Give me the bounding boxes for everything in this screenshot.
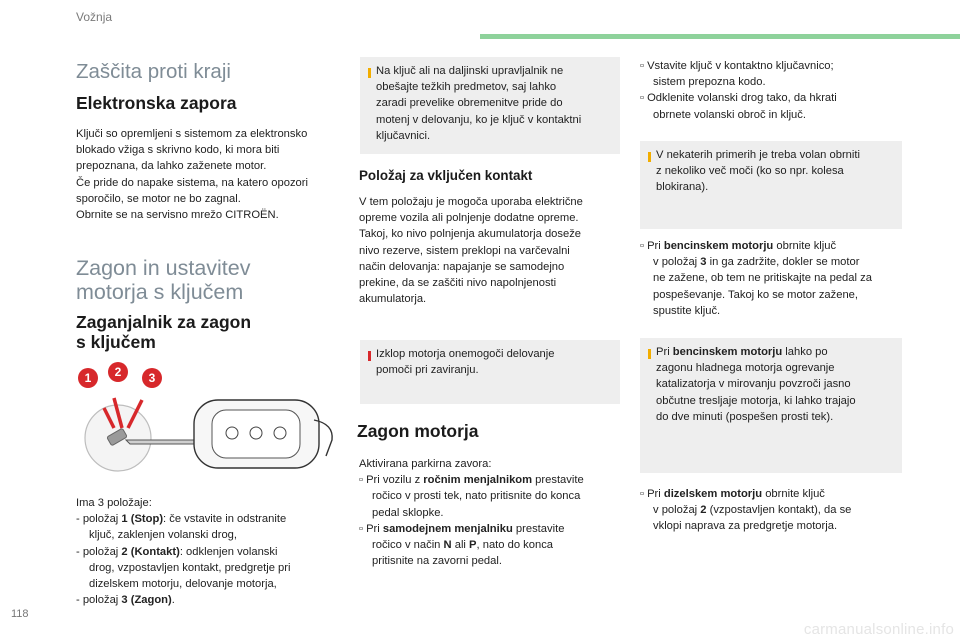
subtitle-immobiliser: Elektronska zapora [76,93,237,113]
info-marker [368,68,371,78]
key-positions-figure [74,360,344,480]
title-line: Zagon in ustavitev [76,256,251,280]
note-box-key-weight: Na ključ ali na daljinski upravljalnik ne obešajte težkih predmetov, saj lahko zaradi prevelike obremenitve pride do motenj v delovanju, ko je ključ v kontaktni ključavnici. [360,57,620,154]
section-header: Vožnja [76,10,113,24]
paragraph-engine-start: Aktivirana parkirna zavora: ▫ Pri vozilu z ročnim menjalnikom prestavite ročico v prosti tek, nato pritisnite do konca pedal sklopke. ▫ Pri samodejnem menjalniku prestavite ročico v način N ali P, nato do konca pritisnite na zavorni pedal. [359,458,584,568]
position-2-label: 2 [114,365,122,379]
warning-marker [368,351,371,361]
title-engine-start: Zagon motorja [357,421,479,441]
subtitle-line: Zaganjalnik za zagon [76,312,252,332]
text-line: dizelskem motorju, delovanje motorja, [89,578,277,591]
title-start-stop [76,256,251,304]
bullet-diesel-engine: ▫ Pri dizelskem motorju obrnite ključ v položaj 2 (vzpostavljen kontakt), da se vklopi naprava za predgretje motorja. [640,488,852,533]
bullet-insert-key: ▫ Vstavite ključ v kontaktno ključavnico; [640,60,834,72]
text-line: Ima 3 položaje: [76,497,152,509]
position-item-3: - položaj 3 (Zagon). [76,594,175,607]
paragraph-ignition-position: V tem položaju je mogoča uporaba električne opreme vozila ali polnjenje dodatne opreme. Takoj, ko nivo polnjenja akumulatorja doseže nivo rezerve, sistem preklopi na varčevalni način delovanja: napajanje se samodejno prekine, da se zaščiti nivo napolnjenosti akumulatorja. [359,196,583,306]
text-line: Če pride do napake sistema, na katero opozori [76,176,308,189]
info-marker [648,349,651,359]
text-line: ključ, zaklenjen volanski drog, [89,529,237,542]
paragraph-positions [76,495,290,608]
text-line: sporočilo, se motor ne bo zagnal. [76,192,241,205]
bullet-petrol-engine: ▫ Pri bencinskem motorju obrnite ključ v položaj 3 in ga zadržite, dokler se motor ne zažene, ob tem ne pritiskajte na pedal za pospeševanje. Takoj ko se motor zažene, spustite ključ. [640,240,872,317]
position-3-label: 3 [148,371,156,385]
header-accent-bar [480,34,960,39]
note-box-petrol-catalyst: Pri bencinskem motorju lahko po zagonu hladnega motorja ogrevanje katalizatorja v mirovanju povzroči jasno občutne tresljaje motorja, ki lahko trajajo do dve minuti (pospešen prosti tek). [640,338,902,473]
paragraph-immobiliser [76,126,308,223]
warning-box-brake-assist: Izklop motorja onemogoči delovanje pomoči pri zaviranju. [360,340,620,404]
footer-watermark: carmanualsonline.info [803,621,954,638]
subtitle-line: s ključem [76,332,156,352]
note-box-steering: V nekaterih primerih je treba volan obrniti z nekoliko več moči (ko so npr. kolesa blokirana). [640,141,902,229]
subtitle-key-ignition [76,312,251,352]
bullets-insert-key: ▫ Vstavite ključ v kontaktno ključavnico; sistem prepozna kodo. ▫ Odklenite volanski drog tako, da hkrati obrnete volanski obroč in ključ. [640,60,837,121]
page-number: 118 [11,608,29,620]
bullet-unlock-column: ▫ Odklenite volanski drog tako, da hkrati [640,92,837,105]
text-line: Ključi so opremljeni s sistemom za elektronsko [76,128,308,140]
info-marker [648,152,651,162]
title-anti-theft: Zaščita proti kraji [76,60,231,83]
position-item-2: - položaj 2 (Kontakt): odklenjen volanski [76,545,278,558]
bullet-manual-gearbox: ▫ Pri vozilu z ročnim menjalnikom prestavite [359,474,584,487]
position-item-1: - položaj 1 (Stop): če vstavite in odstranite [76,513,287,526]
subtitle-ignition-position: Položaj za vključen kontakt [359,168,533,183]
text-line: blokado vžiga s skrivno kodo, ki mora biti [76,144,280,157]
text-line: drog, vzpostavljen kontakt, predgretje pri [89,561,291,574]
position-1-label: 1 [84,371,92,385]
title-line: motorja s ključem [76,280,244,304]
text-line: Obrnite se na servisno mrežo CITROËN. [76,209,279,222]
bullet-automatic-gearbox: ▫ Pri samodejnem menjalniku prestavite [359,522,565,535]
text-line: prepoznana, da lahko zaženete motor. [76,160,267,173]
